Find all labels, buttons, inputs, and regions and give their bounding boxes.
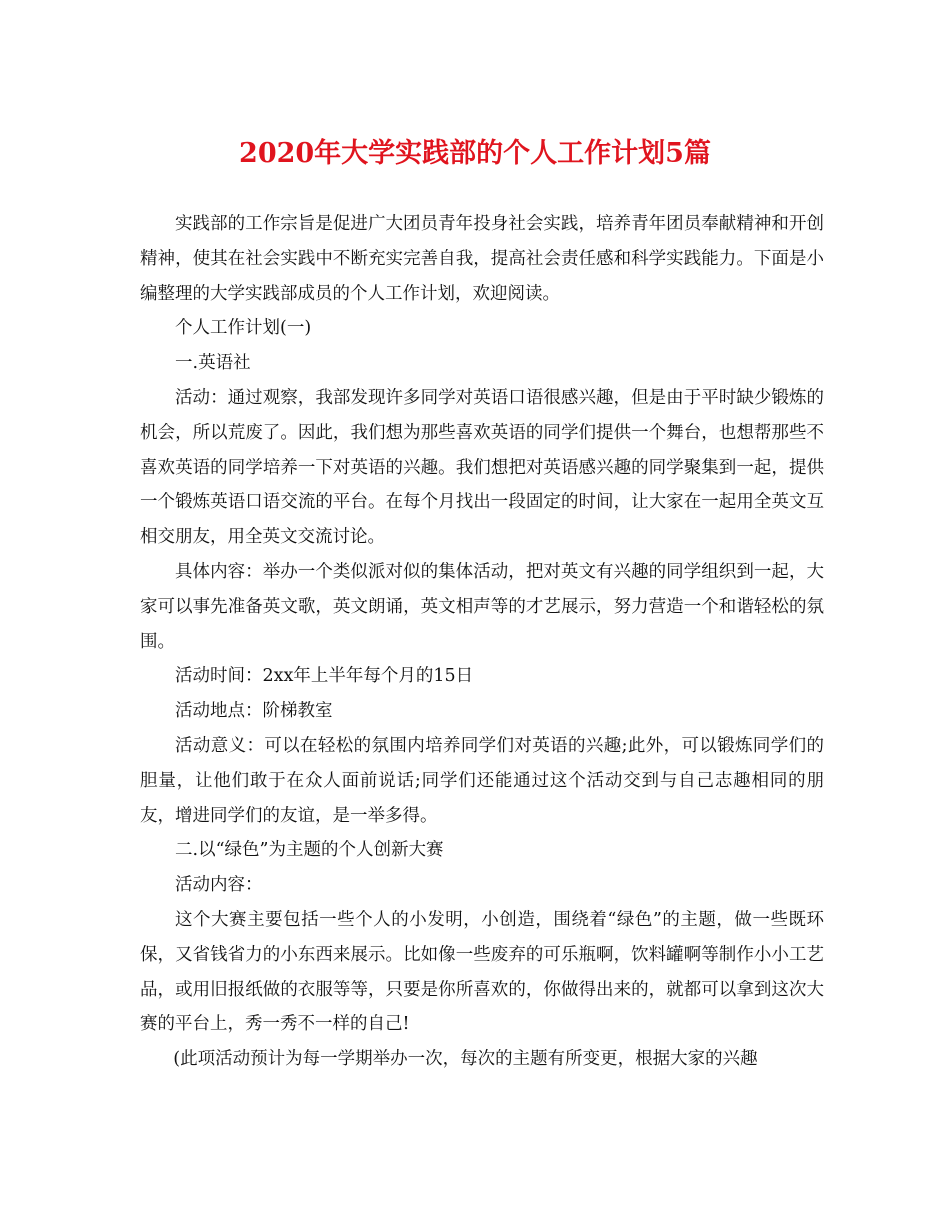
subheading-green-contest: 二.以“绿色”为主题的个人创新大赛 [175, 840, 444, 861]
document-body [140, 207, 824, 1077]
paragraph-activity-time: 活动时间：2xx年上半年每个月的15日 [175, 666, 474, 687]
document-title: 2020年大学实践部的个人工作计划5篇 [239, 138, 711, 169]
paragraph-details: 具体内容：举办一个类似派对似的集体活动，把对英文有兴趣的同学组织到一起，大家可以事先准备英文歌，英文朗诵，英文相声等的才艺展示，努力营造一个和谐轻松的氛围。 [140, 561, 824, 652]
paragraph-activity-location: 活动地点：阶梯教室 [175, 701, 333, 722]
subheading-english-club: 一.英语社 [175, 353, 251, 374]
paragraph-contest-note: (此项活动预计为每一学期举办一次，每次的主题有所变更，根据大家的兴趣 [173, 1049, 758, 1070]
section-heading-plan-1: 个人工作计划(一) [175, 318, 312, 339]
paragraph-activity-significance: 活动意义：可以在轻松的氛围内培养同学们对英语的兴趣;此外，可以锻炼同学们的胆量，让他们敢于在众人面前说话;同学们还能通过这个活动交到与自己志趣相同的朋友，增进同学们的友谊，是一举多得。 [140, 735, 824, 826]
paragraph-contest-description: 这个大赛主要包括一些个人的小发明，小创造，围绕着“绿色”的主题，做一些既环保，又省钱省力的小东西来展示。比如像一些废弃的可乐瓶啊，饮料罐啊等制作小小工艺品，或用旧报纸做的衣服等等，只要是你所喜欢的，你做得出来的，就都可以拿到这次大赛的平台上，秀一秀不一样的自己! [140, 909, 824, 1035]
paragraph-intro: 实践部的工作宗旨是促进广大团员青年投身社会实践，培养青年团员奉献精神和开创精神，使其在社会实践中不断充实完善自我，提高社会责任感和科学实践能力。下面是小编整理的大学实践部成员的个人工作计划，欢迎阅读。 [140, 214, 824, 304]
paragraph-activity: 活动：通过观察，我部发现许多同学对英语口语很感兴趣，但是由于平时缺少锻炼的机会，所以荒废了。因此，我们想为那些喜欢英语的同学们提供一个舞台，也想帮那些不喜欢英语的同学培养一下对英语的兴趣。我们想把对英语感兴趣的同学聚集到一起，提供一个锻炼英语口语交流的平台。在每个月找出一段固定的时间，让大家在一起用全英文互相交朋友，用全英文交流讨论。 [140, 387, 824, 548]
paragraph-contest-content-label: 活动内容： [175, 875, 263, 896]
